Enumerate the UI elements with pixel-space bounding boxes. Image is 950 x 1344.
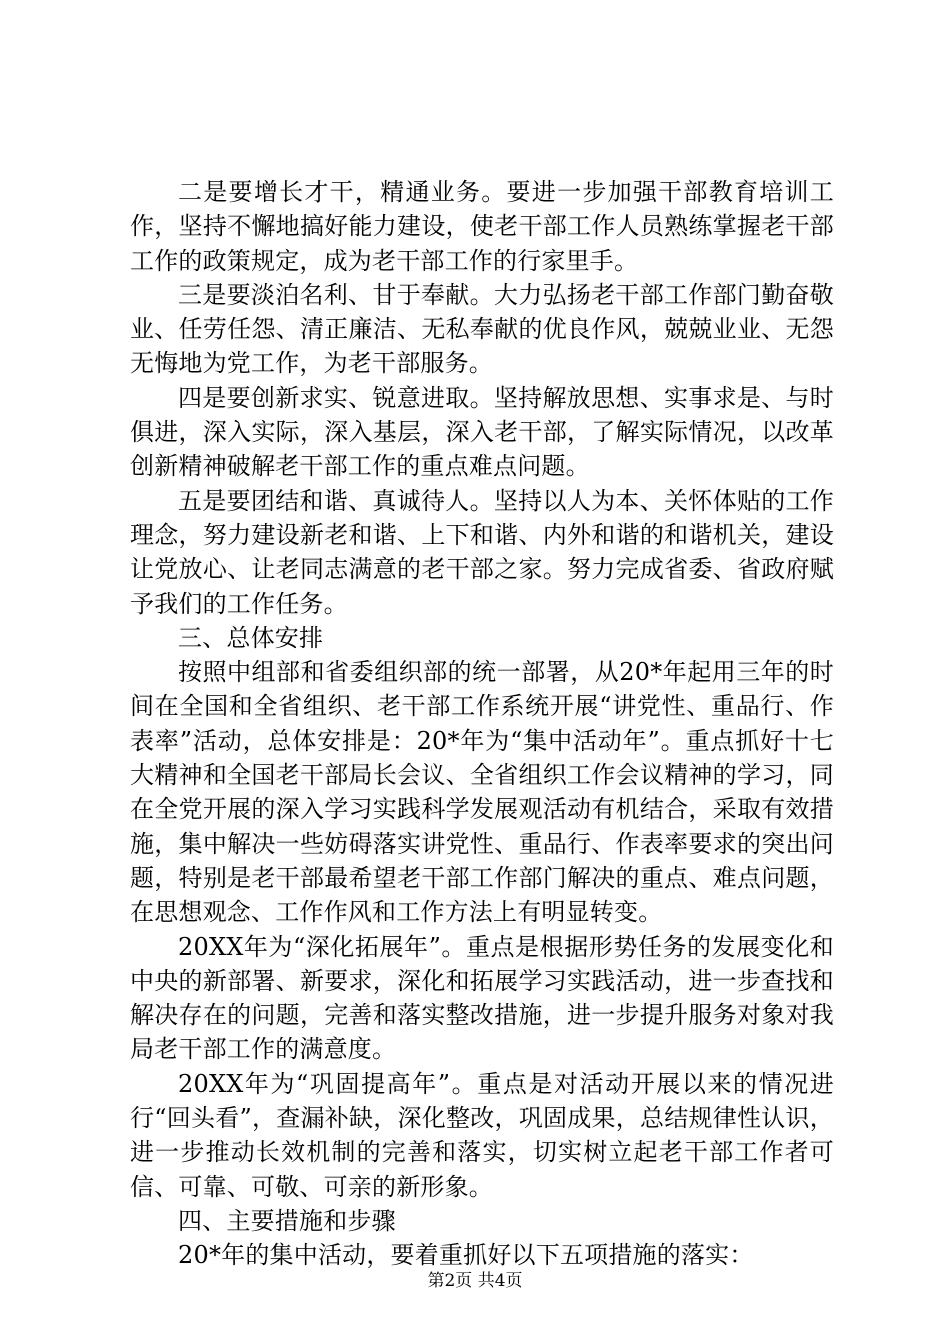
document-body: [130, 175, 834, 1273]
paragraph-deepening-year: 20XX年为“深化拓展年”。重点是根据形势任务的发展变化和中央的新部署、新要求，深化和拓展学习实践活动，进一步查找和解决存在的问题，完善和落实整改措施，进一步提升服务对象对我局老干部工作的满意度。: [130, 932, 834, 1064]
paragraph-arrangement-overview: 按照中组部和省委组织部的统一部署，从20*年起用三年的时间在全国和全省组织、老干部工作系统开展“讲党性、重品行、作表率”活动，总体安排是：20*年为“集中活动年”。重点抓好十七大精神和全国老干部局长会议、全省组织工作会议精神的学习，同在全党开展的深入学习实践科学发展观活动有机结合，采取有效措施，集中解决一些妨碍落实讲党性、重品行、作表率要求的突出问题，特别是老干部最希望老干部工作部门解决的重点、难点问题，在思想观念、工作作风和工作方法上有明显转变。: [130, 658, 834, 927]
paragraph-consolidation-year: 20XX年为“巩固提高年”。重点是对活动开展以来的情况进行“回头看”，查漏补缺，深化整改，巩固成果，总结规律性认识，进一步推动长效机制的完善和落实，切实树立起老干部工作者可信、可靠、可敬、可亲的新形象。: [130, 1069, 834, 1201]
paragraph-5-harmony: 五是要团结和谐、真诚待人。坚持以人为本、关怀体贴的工作理念，努力建设新老和谐、上下和谐、内外和谐的和谐机关，建设让党放心、让老同志满意的老干部之家。努力完成省委、省政府赋予我们的工作任务。: [130, 486, 834, 618]
section-heading-overall-arrangement: 三、总体安排: [178, 623, 324, 652]
paragraph-3-dedication: 三是要淡泊名利、甘于奉献。大力弘扬老干部工作部门勤奋敬业、任劳任怨、清正廉洁、无私奉献的优良作风，兢兢业业、无怨无悔地为党工作，为老干部服务。: [130, 280, 834, 378]
paragraph-4-innovation: 四是要创新求实、锐意进取。坚持解放思想、实事求是、与时俱进，深入实际，深入基层，深入老干部，了解实际情况，以改革创新精神破解老干部工作的重点难点问题。: [130, 383, 834, 481]
paragraph-measures-intro: 20*年的集中活动，要着重抓好以下五项措施的落实：: [178, 1241, 754, 1270]
paragraph-2-ability: 二是要增长才干，精通业务。要进一步加强干部教育培训工作，坚持不懈地搞好能力建设，使老干部工作人员熟练掌握老干部工作的政策规定，成为老干部工作的行家里手。: [130, 178, 834, 275]
page-footer: 第2页 共4页: [427, 1271, 523, 1291]
section-heading-main-measures: 四、主要措施和步骤: [178, 1206, 396, 1235]
